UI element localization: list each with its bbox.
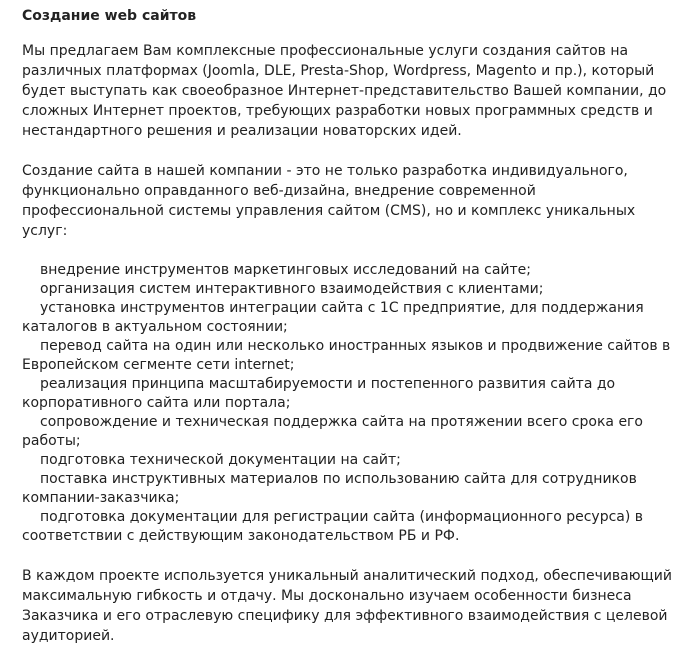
article bbox=[22, 6, 672, 646]
service-item-3: установка инструментов интеграции сайта с 1С предприятие, для поддержания каталогов в актуальном состоянии; bbox=[22, 300, 644, 335]
service-item-5: реализация принципа масштабируемости и постепенного развития сайта до корпоративного сайта или портала; bbox=[22, 376, 616, 411]
service-item-8: поставка инструктивных материалов по использованию сайта для сотрудников компании-заказчика; bbox=[22, 471, 637, 506]
closing-paragraph: В каждом проекте используется уникальный аналитический подход, обеспечивающий максимальную гибкость и отдачу. Мы досконально изучаем особенности бизнеса Заказчика и его отраслевую специфику для эффективного взаимодействия с целевой аудиторией. bbox=[22, 568, 672, 644]
spacer bbox=[22, 141, 672, 161]
spacer bbox=[22, 546, 672, 566]
service-item-1: внедрение инструментов маркетинговых исследований на сайте; bbox=[40, 262, 531, 278]
page-title: Создание web сайтов bbox=[22, 8, 197, 24]
service-item-9: подготовка документации для регистрации сайта (информационного ресурса) в соответствии с действующим законодательством РБ и РФ. bbox=[22, 509, 644, 544]
services-intro-paragraph: Создание сайта в нашей компании - это не только разработка индивидуального, функционально оправданного веб-дизайна, внедрение современной профессиональной системы управления сайтом (CMS), но и комплекс уникальных услуг: bbox=[22, 163, 636, 239]
spacer bbox=[22, 241, 672, 261]
intro-paragraph: Мы предлагаем Вам комплексные профессиональные услуги создания сайтов на различных платформах (Joomla, DLE, Presta-Shop, Wordpress, Magento и пр.), который будет выступать как своеобразное Интернет-представительство Вашей компании, до сложных Интернет проектов, требующих разработки новых программных средств и нестандартного решения и реализации новаторских идей. bbox=[22, 43, 667, 139]
service-item-2: организация систем интерактивного взаимодействия с клиентами; bbox=[40, 281, 544, 297]
service-item-4: перевод сайта на один или несколько иностранных языков и продвижение сайтов в Европейском сегменте сети internet; bbox=[22, 338, 671, 373]
service-item-7: подготовка технической документации на сайт; bbox=[40, 452, 401, 468]
service-item-6: сопровождение и техническая поддержка сайта на протяжении всего срока его работы; bbox=[22, 414, 643, 449]
services-list bbox=[22, 261, 672, 546]
